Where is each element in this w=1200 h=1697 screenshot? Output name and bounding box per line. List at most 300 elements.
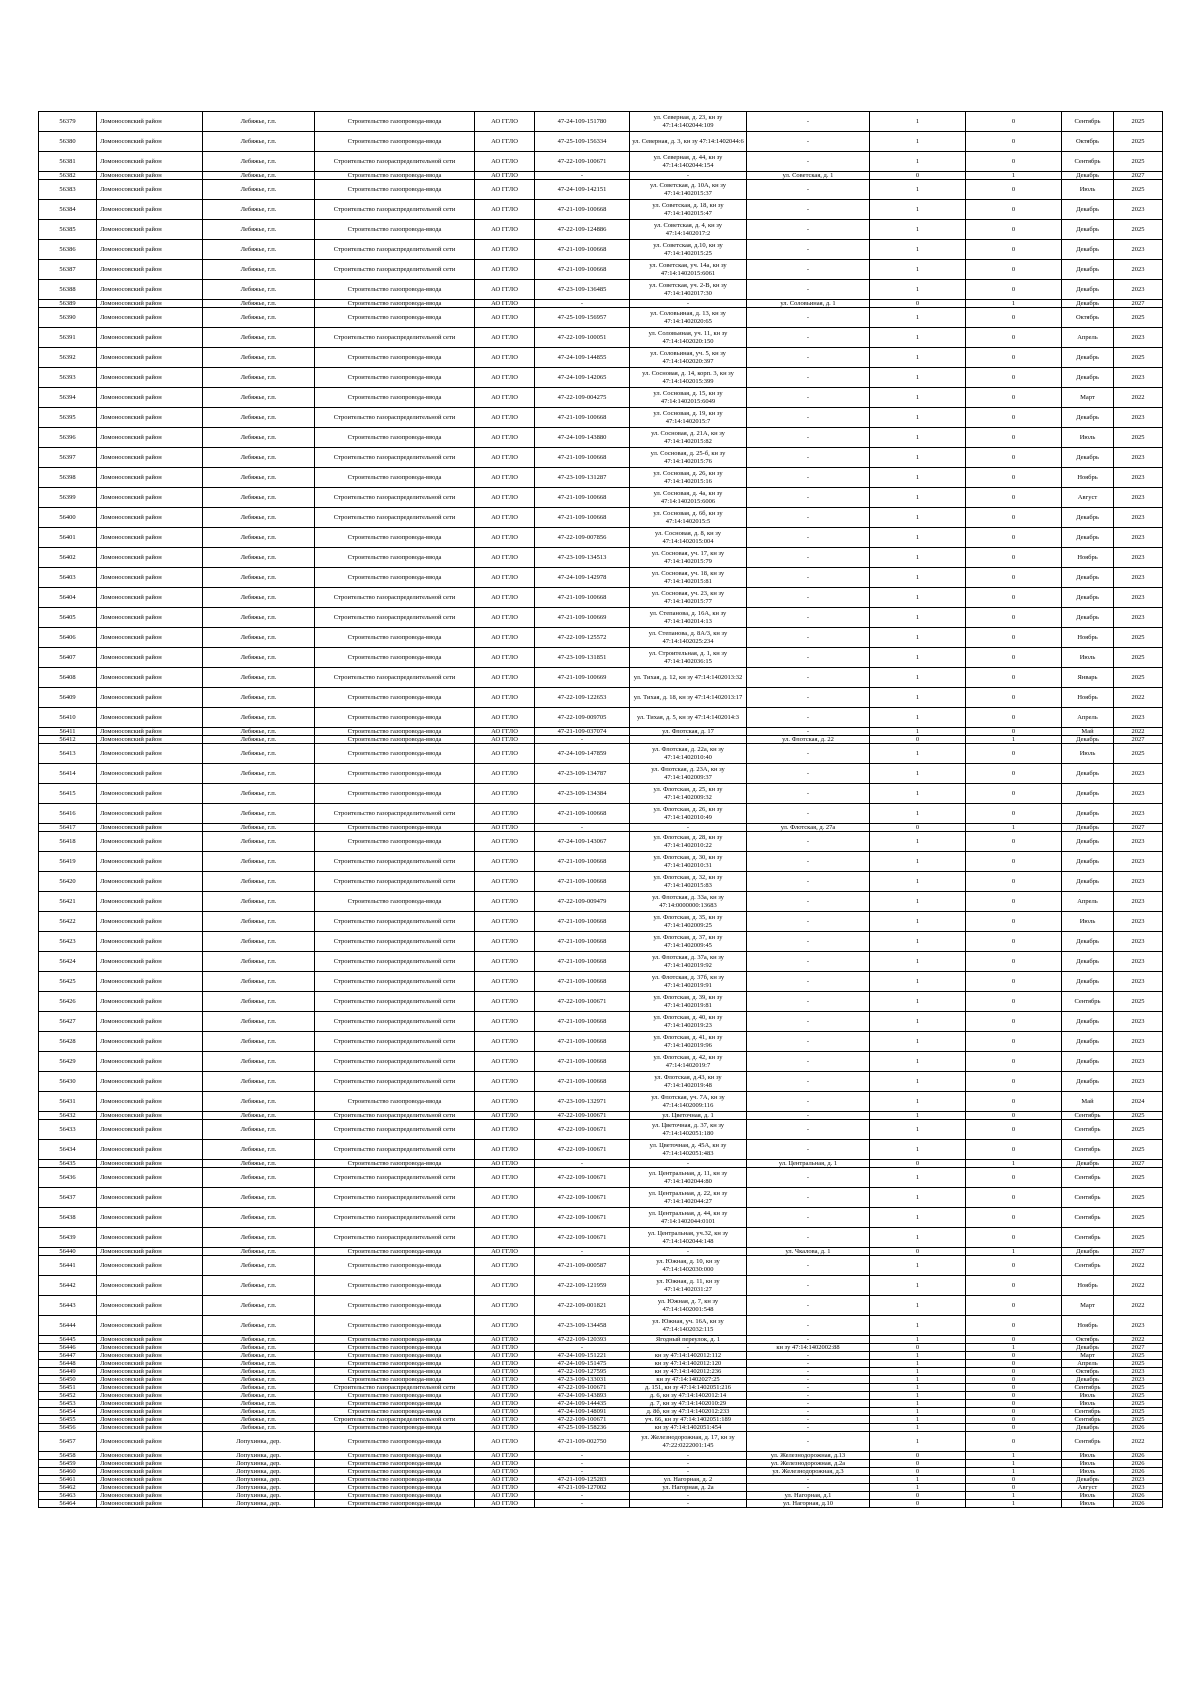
count-planned-cell: 0 <box>966 1432 1062 1452</box>
row-id-cell: 56382 <box>39 172 97 180</box>
work-type-cell: Строительство газопровода-ввода <box>315 1296 475 1316</box>
object-address-cell: ул. Соловьиная, д. 13, кн зу 47:14:1402020:65 <box>630 308 747 328</box>
year-cell: 2023 <box>1114 528 1163 548</box>
object-address-cell: ул. Сосновая, уч. 17, кн зу 47:14:1402015:79 <box>630 548 747 568</box>
object-address-cell: ул. Советская, д. 10А, кн зу 47:14:1402015:37 <box>630 180 747 200</box>
count-planned-cell: 0 <box>966 1336 1062 1344</box>
settlement-cell: Лебяжье, г.п. <box>203 728 315 736</box>
table-row <box>39 668 1163 688</box>
organization-cell: АО ГГЛО <box>475 1460 535 1468</box>
district-cell: Ломоносовский район <box>97 1460 203 1468</box>
organization-cell: АО ГГЛО <box>475 972 535 992</box>
count-connected-cell: 1 <box>870 240 966 260</box>
settlement-cell: Лебяжье, г.п. <box>203 1072 315 1092</box>
district-cell: Ломоносовский район <box>97 648 203 668</box>
organization-cell: АО ГГЛО <box>475 1424 535 1432</box>
organization-cell: АО ГГЛО <box>475 1296 535 1316</box>
settlement-cell: Лебяжье, г.п. <box>203 1296 315 1316</box>
count-planned-cell: 0 <box>966 588 1062 608</box>
count-planned-cell: 0 <box>966 152 1062 172</box>
district-cell: Ломоносовский район <box>97 1072 203 1092</box>
object-address-cell: ул. Цветочная, д. 45А, кн зу 47:14:1402051:483 <box>630 1140 747 1160</box>
settlement-cell: Лебяжье, г.п. <box>203 804 315 824</box>
count-connected-cell: 1 <box>870 1368 966 1376</box>
district-cell: Ломоносовский район <box>97 824 203 832</box>
table-row <box>39 832 1163 852</box>
planned-address-cell: - <box>747 744 870 764</box>
tech-conditions-number-cell: 47-24-109-144855 <box>535 348 630 368</box>
year-cell: 2023 <box>1114 1012 1163 1032</box>
work-type-cell: Строительство газопровода-ввода <box>315 728 475 736</box>
settlement-cell: Лебяжье, г.п. <box>203 1168 315 1188</box>
year-cell: 2024 <box>1114 1092 1163 1112</box>
tech-conditions-number-cell: 47-24-109-143067 <box>535 832 630 852</box>
count-connected-cell: 1 <box>870 608 966 628</box>
month-cell: Декабрь <box>1062 408 1114 428</box>
planned-address-cell: - <box>747 1256 870 1276</box>
district-cell: Ломоносовский район <box>97 708 203 728</box>
count-connected-cell: 1 <box>870 832 966 852</box>
tech-conditions-number-cell: 47-22-109-007856 <box>535 528 630 548</box>
tech-conditions-number-cell: 47-21-109-100668 <box>535 1072 630 1092</box>
count-planned-cell: 0 <box>966 892 1062 912</box>
year-cell: 2023 <box>1114 952 1163 972</box>
count-planned-cell: 1 <box>966 1452 1062 1460</box>
organization-cell: АО ГГЛО <box>475 1112 535 1120</box>
count-connected-cell: 1 <box>870 1376 966 1384</box>
year-cell: 2023 <box>1114 568 1163 588</box>
table-row <box>39 368 1163 388</box>
settlement-cell: Лебяжье, г.п. <box>203 628 315 648</box>
planned-address-cell: - <box>747 1168 870 1188</box>
year-cell: 2025 <box>1114 428 1163 448</box>
object-address-cell: ул. Флотская, д.43, кн зу 47:14:1402019:48 <box>630 1072 747 1092</box>
organization-cell: АО ГГЛО <box>475 328 535 348</box>
month-cell: Декабрь <box>1062 1160 1114 1168</box>
count-planned-cell: 0 <box>966 1392 1062 1400</box>
object-address-cell: - <box>630 1500 747 1508</box>
work-type-cell: Строительство газораспределительной сети <box>315 508 475 528</box>
tech-conditions-number-cell: 47-22-109-100671 <box>535 1112 630 1120</box>
work-type-cell: Строительство газораспределительной сети <box>315 1188 475 1208</box>
settlement-cell: Лебяжье, г.п. <box>203 180 315 200</box>
table-row <box>39 260 1163 280</box>
district-cell: Ломоносовский район <box>97 1492 203 1500</box>
year-cell: 2027 <box>1114 300 1163 308</box>
work-type-cell: Строительство газопровода-ввода <box>315 568 475 588</box>
object-address-cell: ул. Нагорная, д. 2 <box>630 1476 747 1484</box>
planned-address-cell: ул. Советская, д. 1 <box>747 172 870 180</box>
table-row <box>39 992 1163 1012</box>
planned-address-cell: - <box>747 348 870 368</box>
planned-address-cell: - <box>747 220 870 240</box>
district-cell: Ломоносовский район <box>97 804 203 824</box>
year-cell: 2023 <box>1114 1032 1163 1052</box>
row-id-cell: 56444 <box>39 1316 97 1336</box>
planned-address-cell: - <box>747 1092 870 1112</box>
district-cell: Ломоносовский район <box>97 764 203 784</box>
month-cell: Октябрь <box>1062 1368 1114 1376</box>
planned-address-cell: - <box>747 688 870 708</box>
tech-conditions-number-cell: 47-21-109-100668 <box>535 588 630 608</box>
row-id-cell: 56391 <box>39 328 97 348</box>
planned-address-cell: - <box>747 1276 870 1296</box>
count-connected-cell: 1 <box>870 568 966 588</box>
year-cell: 2022 <box>1114 1296 1163 1316</box>
tech-conditions-number-cell: 47-22-109-100671 <box>535 1208 630 1228</box>
planned-address-cell: - <box>747 972 870 992</box>
row-id-cell: 56406 <box>39 628 97 648</box>
row-id-cell: 56435 <box>39 1160 97 1168</box>
table-row <box>39 240 1163 260</box>
settlement-cell: Лебяжье, г.п. <box>203 648 315 668</box>
organization-cell: АО ГГЛО <box>475 892 535 912</box>
planned-address-cell: - <box>747 1416 870 1424</box>
planned-address-cell: - <box>747 1476 870 1484</box>
row-id-cell: 56399 <box>39 488 97 508</box>
row-id-cell: 56429 <box>39 1052 97 1072</box>
tech-conditions-number-cell: 47-22-109-009705 <box>535 708 630 728</box>
year-cell: 2023 <box>1114 804 1163 824</box>
year-cell: 2023 <box>1114 1052 1163 1072</box>
year-cell: 2026 <box>1114 1460 1163 1468</box>
planned-address-cell: - <box>747 892 870 912</box>
row-id-cell: 56416 <box>39 804 97 824</box>
object-address-cell: ул. Советская, д.10, кн зу 47:14:1402015:25 <box>630 240 747 260</box>
organization-cell: АО ГГЛО <box>475 1276 535 1296</box>
year-cell: 2025 <box>1114 112 1163 132</box>
table-row <box>39 1256 1163 1276</box>
count-planned-cell: 0 <box>966 1168 1062 1188</box>
organization-cell: АО ГГЛО <box>475 708 535 728</box>
table-row <box>39 824 1163 832</box>
object-address-cell: ул. Северная, д. 3, кн зу 47:14:1402044:6 <box>630 132 747 152</box>
object-address-cell: ул. Флотская, д. 40, кн зу 47:14:1402019:23 <box>630 1012 747 1032</box>
tech-conditions-number-cell: 47-22-109-100671 <box>535 992 630 1012</box>
planned-address-cell: - <box>747 804 870 824</box>
row-id-cell: 56443 <box>39 1296 97 1316</box>
year-cell: 2027 <box>1114 1248 1163 1256</box>
year-cell: 2023 <box>1114 240 1163 260</box>
year-cell: 2025 <box>1114 668 1163 688</box>
row-id-cell: 56455 <box>39 1416 97 1424</box>
table-row <box>39 932 1163 952</box>
count-planned-cell: 0 <box>966 1256 1062 1276</box>
count-connected-cell: 1 <box>870 348 966 368</box>
settlement-cell: Лебяжье, г.п. <box>203 1112 315 1120</box>
planned-address-cell: - <box>747 1072 870 1092</box>
year-cell: 2025 <box>1114 1120 1163 1140</box>
district-cell: Ломоносовский район <box>97 728 203 736</box>
month-cell: Сентябрь <box>1062 1208 1114 1228</box>
settlement-cell: Лебяжье, г.п. <box>203 1384 315 1392</box>
row-id-cell: 56396 <box>39 428 97 448</box>
district-cell: Ломоносовский район <box>97 1052 203 1072</box>
settlement-cell: Лебяжье, г.п. <box>203 1368 315 1376</box>
count-connected-cell: 1 <box>870 448 966 468</box>
month-cell: Сентябрь <box>1062 1120 1114 1140</box>
planned-address-cell: - <box>747 200 870 220</box>
planned-address-cell: - <box>747 1408 870 1416</box>
row-id-cell: 56438 <box>39 1208 97 1228</box>
table-row <box>39 1032 1163 1052</box>
year-cell: 2023 <box>1114 1476 1163 1484</box>
year-cell: 2025 <box>1114 1392 1163 1400</box>
row-id-cell: 56398 <box>39 468 97 488</box>
object-address-cell: - <box>630 736 747 744</box>
count-connected-cell: 1 <box>870 972 966 992</box>
object-address-cell: ул. Южная, д. 10, кн зу 47:14:1402030:000 <box>630 1256 747 1276</box>
organization-cell: АО ГГЛО <box>475 1092 535 1112</box>
work-type-cell: Строительство газопровода-ввода <box>315 736 475 744</box>
settlement-cell: Лебяжье, г.п. <box>203 548 315 568</box>
tech-conditions-number-cell: - <box>535 172 630 180</box>
settlement-cell: Лопухинка, дер. <box>203 1432 315 1452</box>
count-connected-cell: 1 <box>870 1408 966 1416</box>
count-planned-cell: 0 <box>966 1368 1062 1376</box>
year-cell: 2023 <box>1114 548 1163 568</box>
month-cell: Май <box>1062 728 1114 736</box>
month-cell: Июль <box>1062 1400 1114 1408</box>
district-cell: Ломоносовский район <box>97 1248 203 1256</box>
year-cell: 2022 <box>1114 388 1163 408</box>
count-planned-cell: 0 <box>966 1416 1062 1424</box>
count-planned-cell: 0 <box>966 764 1062 784</box>
organization-cell: АО ГГЛО <box>475 152 535 172</box>
settlement-cell: Лебяжье, г.п. <box>203 668 315 688</box>
work-type-cell: Строительство газораспределительной сети <box>315 852 475 872</box>
settlement-cell: Лебяжье, г.п. <box>203 1416 315 1424</box>
planned-address-cell: - <box>747 260 870 280</box>
count-planned-cell: 0 <box>966 112 1062 132</box>
organization-cell: АО ГГЛО <box>475 1160 535 1168</box>
tech-conditions-number-cell: 47-21-109-100668 <box>535 932 630 952</box>
year-cell: 2027 <box>1114 1344 1163 1352</box>
object-address-cell: - <box>630 1160 747 1168</box>
work-type-cell: Строительство газопровода-ввода <box>315 1432 475 1452</box>
organization-cell: АО ГГЛО <box>475 348 535 368</box>
row-id-cell: 56441 <box>39 1256 97 1276</box>
tech-conditions-number-cell: 47-24-109-142065 <box>535 368 630 388</box>
month-cell: Март <box>1062 1296 1114 1316</box>
year-cell: 2026 <box>1114 1452 1163 1460</box>
settlement-cell: Лебяжье, г.п. <box>203 260 315 280</box>
district-cell: Ломоносовский район <box>97 872 203 892</box>
tech-conditions-number-cell: - <box>535 1500 630 1508</box>
count-connected-cell: 1 <box>870 280 966 300</box>
object-address-cell: ул. Сосновая, д. 26, кн зу 47:14:1402015:16 <box>630 468 747 488</box>
year-cell: 2022 <box>1114 1336 1163 1344</box>
district-cell: Ломоносовский район <box>97 132 203 152</box>
count-planned-cell: 1 <box>966 1468 1062 1476</box>
district-cell: Ломоносовский район <box>97 1476 203 1484</box>
organization-cell: АО ГГЛО <box>475 1256 535 1276</box>
work-type-cell: Строительство газораспределительной сети <box>315 1140 475 1160</box>
planned-address-cell: ул. Железнодорожная, д.2а <box>747 1460 870 1468</box>
month-cell: Декабрь <box>1062 528 1114 548</box>
year-cell: 2023 <box>1114 1316 1163 1336</box>
object-address-cell: ул. Южная, д. 7, кн зу 47:14:1402001:548 <box>630 1296 747 1316</box>
year-cell: 2027 <box>1114 172 1163 180</box>
planned-address-cell: ул. Соловьиная, д. 1 <box>747 300 870 308</box>
month-cell: Декабрь <box>1062 568 1114 588</box>
district-cell: Ломоносовский район <box>97 932 203 952</box>
planned-address-cell: - <box>747 872 870 892</box>
year-cell: 2023 <box>1114 408 1163 428</box>
year-cell: 2023 <box>1114 468 1163 488</box>
month-cell: Июль <box>1062 648 1114 668</box>
district-cell: Ломоносовский район <box>97 628 203 648</box>
count-connected-cell: 1 <box>870 1032 966 1052</box>
planned-address-cell: - <box>747 180 870 200</box>
work-type-cell: Строительство газораспределительной сети <box>315 1120 475 1140</box>
work-type-cell: Строительство газораспределительной сети <box>315 992 475 1012</box>
table-row <box>39 308 1163 328</box>
row-id-cell: 56401 <box>39 528 97 548</box>
year-cell: 2022 <box>1114 1432 1163 1452</box>
tech-conditions-number-cell: 47-24-109-142151 <box>535 180 630 200</box>
count-planned-cell: 0 <box>966 628 1062 648</box>
year-cell: 2023 <box>1114 892 1163 912</box>
row-id-cell: 56400 <box>39 508 97 528</box>
count-planned-cell: 0 <box>966 260 1062 280</box>
month-cell: Декабрь <box>1062 1476 1114 1484</box>
object-address-cell: ул. Центральная, д. 44, кн зу 47:14:1402044:0101 <box>630 1208 747 1228</box>
month-cell: Ноябрь <box>1062 688 1114 708</box>
district-cell: Ломоносовский район <box>97 152 203 172</box>
district-cell: Ломоносовский район <box>97 1112 203 1120</box>
month-cell: Сентябрь <box>1062 1188 1114 1208</box>
year-cell: 2023 <box>1114 708 1163 728</box>
work-type-cell: Строительство газораспределительной сети <box>315 240 475 260</box>
count-connected-cell: 1 <box>870 728 966 736</box>
district-cell: Ломоносовский район <box>97 952 203 972</box>
count-planned-cell: 1 <box>966 1500 1062 1508</box>
work-type-cell: Строительство газораспределительной сети <box>315 668 475 688</box>
table-row <box>39 1476 1163 1484</box>
work-type-cell: Строительство газопровода-ввода <box>315 1352 475 1360</box>
object-address-cell: ул. Нагорная, д. 2а <box>630 1484 747 1492</box>
settlement-cell: Лебяжье, г.п. <box>203 368 315 388</box>
month-cell: Декабрь <box>1062 348 1114 368</box>
count-connected-cell: 1 <box>870 932 966 952</box>
tech-conditions-number-cell: 47-22-109-124886 <box>535 220 630 240</box>
row-id-cell: 56428 <box>39 1032 97 1052</box>
object-address-cell: ул. Флотская, д. 32, кн зу 47:14:1402015:83 <box>630 872 747 892</box>
planned-address-cell: - <box>747 1012 870 1032</box>
count-planned-cell: 0 <box>966 832 1062 852</box>
tech-conditions-number-cell: 47-23-109-134384 <box>535 784 630 804</box>
row-id-cell: 56436 <box>39 1168 97 1188</box>
settlement-cell: Лебяжье, г.п. <box>203 1160 315 1168</box>
work-type-cell: Строительство газопровода-ввода <box>315 1392 475 1400</box>
count-planned-cell: 0 <box>966 1384 1062 1392</box>
row-id-cell: 56414 <box>39 764 97 784</box>
year-cell: 2027 <box>1114 736 1163 744</box>
organization-cell: АО ГГЛО <box>475 1500 535 1508</box>
month-cell: Декабрь <box>1062 1424 1114 1432</box>
month-cell: Октябрь <box>1062 308 1114 328</box>
organization-cell: АО ГГЛО <box>475 728 535 736</box>
row-id-cell: 56432 <box>39 1112 97 1120</box>
object-address-cell: уч. 66, кн зу 47:14:1402051:189 <box>630 1416 747 1424</box>
district-cell: Ломоносовский район <box>97 784 203 804</box>
planned-address-cell: - <box>747 1336 870 1344</box>
object-address-cell: ул. Тихая, д. 12, кн зу 47:14:1402013:32 <box>630 668 747 688</box>
year-cell: 2023 <box>1114 448 1163 468</box>
organization-cell: АО ГГЛО <box>475 1228 535 1248</box>
work-type-cell: Строительство газопровода-ввода <box>315 1368 475 1376</box>
month-cell: Июль <box>1062 1392 1114 1400</box>
settlement-cell: Лебяжье, г.п. <box>203 872 315 892</box>
tech-conditions-number-cell: 47-21-109-100668 <box>535 240 630 260</box>
month-cell: Апрель <box>1062 1360 1114 1368</box>
row-id-cell: 56449 <box>39 1368 97 1376</box>
organization-cell: АО ГГЛО <box>475 112 535 132</box>
work-type-cell: Строительство газопровода-ввода <box>315 1336 475 1344</box>
district-cell: Ломоносовский район <box>97 1360 203 1368</box>
month-cell: Декабрь <box>1062 260 1114 280</box>
count-planned-cell: 0 <box>966 1228 1062 1248</box>
object-address-cell: ул. Центральная, уч.32, кн зу 47:14:1402044:148 <box>630 1228 747 1248</box>
settlement-cell: Лебяжье, г.п. <box>203 1392 315 1400</box>
object-address-cell: ул. Советская, уч. 14а, кн зу 47:14:1402015:6061 <box>630 260 747 280</box>
work-type-cell: Строительство газораспределительной сети <box>315 972 475 992</box>
organization-cell: АО ГГЛО <box>475 1400 535 1408</box>
table-row <box>39 1468 1163 1476</box>
row-id-cell: 56381 <box>39 152 97 172</box>
settlement-cell: Лебяжье, г.п. <box>203 932 315 952</box>
table-row <box>39 1120 1163 1140</box>
row-id-cell: 56426 <box>39 992 97 1012</box>
month-cell: Апрель <box>1062 892 1114 912</box>
work-type-cell: Строительство газораспределительной сети <box>315 328 475 348</box>
tech-conditions-number-cell: 47-22-109-100051 <box>535 328 630 348</box>
planned-address-cell: - <box>747 568 870 588</box>
table-row <box>39 1072 1163 1092</box>
tech-conditions-number-cell: 47-23-109-131851 <box>535 648 630 668</box>
planned-address-cell: - <box>747 1296 870 1316</box>
object-address-cell: ул. Флотская, д. 39, кн зу 47:14:1402019:81 <box>630 992 747 1012</box>
settlement-cell: Лебяжье, г.п. <box>203 172 315 180</box>
district-cell: Ломоносовский район <box>97 1276 203 1296</box>
count-connected-cell: 1 <box>870 688 966 708</box>
district-cell: Ломоносовский район <box>97 348 203 368</box>
work-type-cell: Строительство газораспределительной сети <box>315 1168 475 1188</box>
count-connected-cell: 1 <box>870 220 966 240</box>
work-type-cell: Строительство газопровода-ввода <box>315 1360 475 1368</box>
district-cell: Ломоносовский район <box>97 1092 203 1112</box>
planned-address-cell: - <box>747 308 870 328</box>
object-address-cell: ул. Степанова, д. 16А, кн зу 47:14:1402014:13 <box>630 608 747 628</box>
count-planned-cell: 0 <box>966 508 1062 528</box>
tech-conditions-number-cell: 47-21-109-100668 <box>535 260 630 280</box>
table-row <box>39 1140 1163 1160</box>
district-cell: Ломоносовский район <box>97 200 203 220</box>
row-id-cell: 56460 <box>39 1468 97 1476</box>
table-row <box>39 488 1163 508</box>
row-id-cell: 56397 <box>39 448 97 468</box>
count-planned-cell: 0 <box>966 328 1062 348</box>
organization-cell: АО ГГЛО <box>475 932 535 952</box>
count-connected-cell: 1 <box>870 1072 966 1092</box>
settlement-cell: Лебяжье, г.п. <box>203 488 315 508</box>
settlement-cell: Лебяжье, г.п. <box>203 1208 315 1228</box>
month-cell: Сентябрь <box>1062 992 1114 1012</box>
month-cell: Октябрь <box>1062 1336 1114 1344</box>
count-planned-cell: 1 <box>966 1344 1062 1352</box>
district-cell: Ломоносовский район <box>97 328 203 348</box>
